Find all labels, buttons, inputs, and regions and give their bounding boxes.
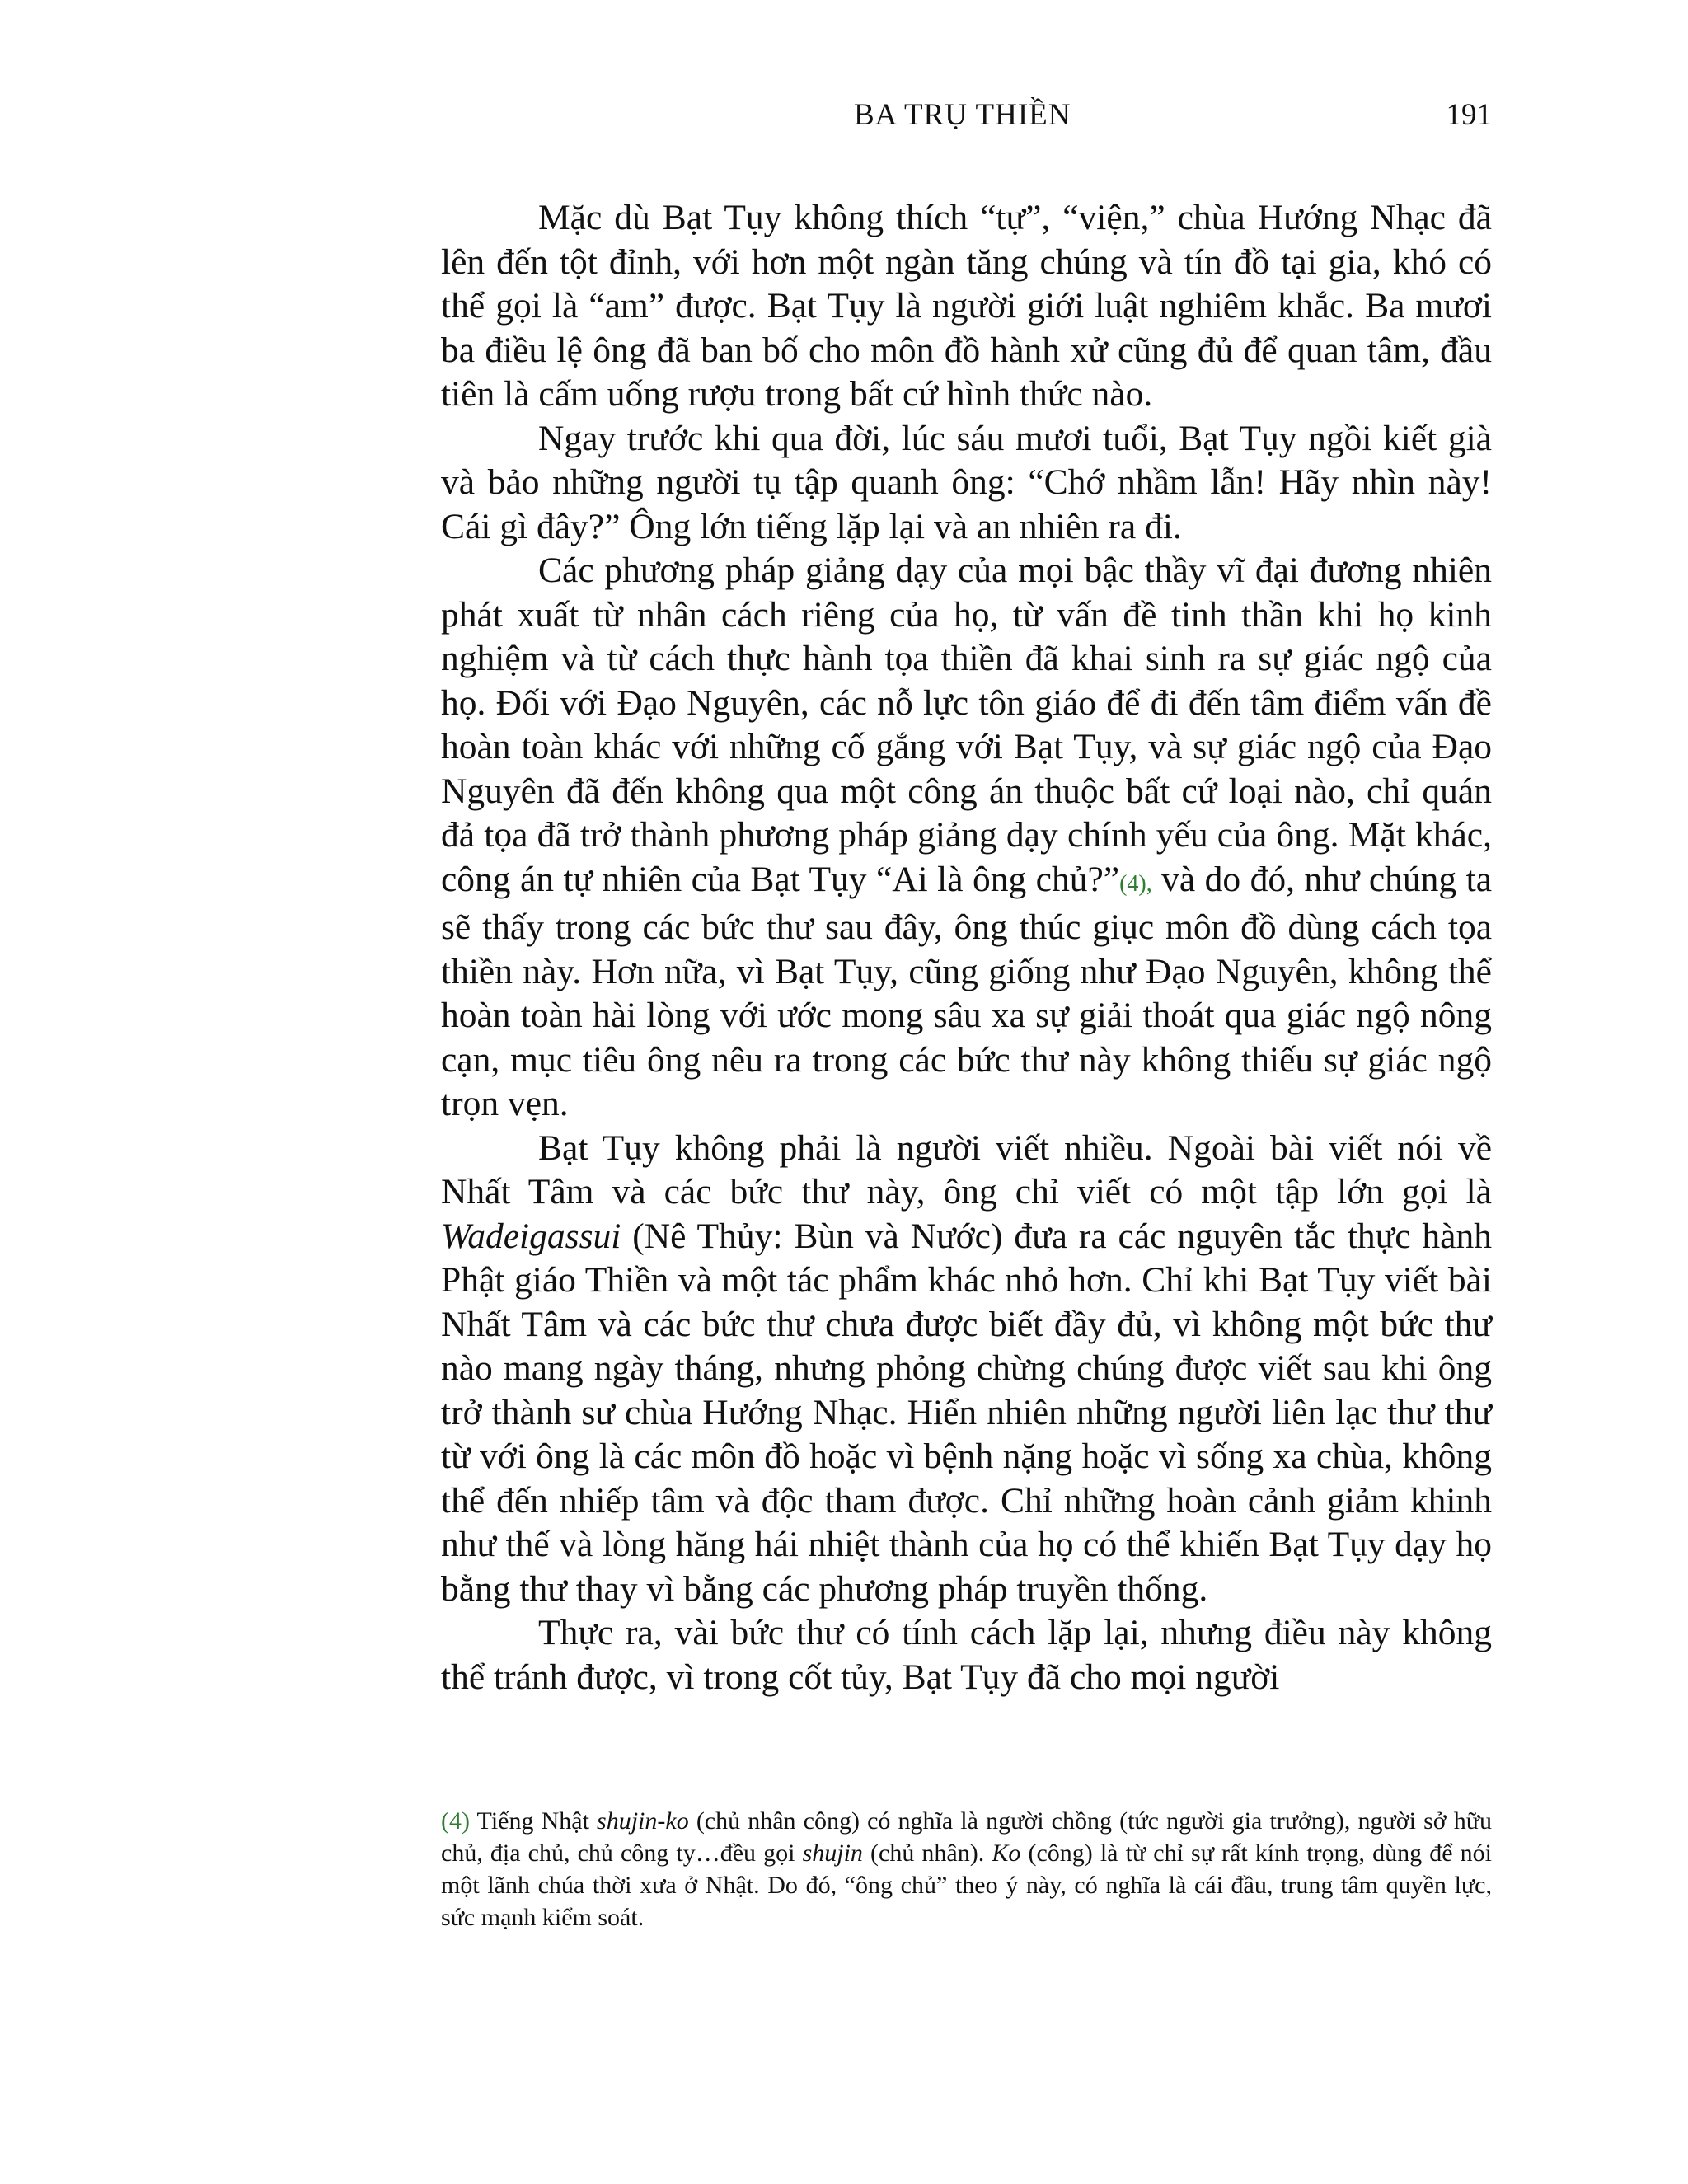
paragraph-3 bbox=[441, 549, 1492, 1127]
page-number: 191 bbox=[1446, 98, 1492, 132]
book-title: Wadeigassui bbox=[441, 1216, 621, 1256]
footnote-text-3: (chủ nhân). bbox=[862, 1840, 992, 1867]
footnote-term-3: Ko bbox=[992, 1840, 1021, 1867]
paragraph-1: Mặc dù Bạt Tụy không thích “tự”, “viện,” chùa Hướng Nhạc đã lên đến tột đỉnh, với hơn một ngàn tăng chúng và tín đồ tại gia, khó có thể gọi là “am” được. Bạt Tụy là người giới luật nghiêm khắc. Ba mươi ba điều lệ ông đã ban bố cho môn đồ hành xử cũng đủ để quan tâm, đầu tiên là cấm uống rượu trong bất cứ hình thức nào. bbox=[441, 198, 1492, 414]
paragraph-4 bbox=[441, 1127, 1492, 1612]
footnote-text-4: (công) là từ chỉ sự rất kính trọng, dùng để nói một lãnh chúa thời xưa ở Nhật. Do đó, “ông chủ” theo ý này, có nghĩa là cái đầu, trung tâm quyền lực, sức mạnh kiểm soát. bbox=[441, 1840, 1492, 1931]
paragraph-4-text-b: (Nê Thủy: Bùn và Nước) đưa ra các nguyên tắc thực hành Phật giáo Thiền và một tác phẩm khác nhỏ hơn. Chỉ khi Bạt Tụy viết bài Nhất Tâm và các bức thư chưa được biết đầy đủ, vì không một bức thư nào mang ngày tháng, nhưng phỏng chừng chúng được viết sau khi ông trở thành sư chùa Hướng Nhạc. Hiển nhiên những người liên lạc thư thư từ với ông là các môn đồ hoặc vì bệnh nặng hoặc vì sống xa chùa, không thể đến nhiếp tâm và độc tham được. Chỉ những hoàn cảnh giảm khinh như thế và lòng hăng hái nhiệt thành của họ có thể khiến Bạt Tụy dạy họ bằng thư thay vì bằng các phương pháp truyền thống. bbox=[441, 1216, 1492, 1609]
footnote-mark: (4) bbox=[441, 1807, 470, 1835]
running-head: BA TRỤ THIỀN bbox=[854, 98, 1071, 132]
paragraph-3-text-b: và do đó, như chúng ta sẽ thấy trong các bức thư sau đây, ông thúc giục môn đồ dùng cách tọa thiền này. Hơn nữa, vì Bạt Tụy, cũng giống như Đạo Nguyên, không thể hoàn toàn hài lòng với ước mong sâu xa sự giải thoát qua giác ngộ nông cạn, mục tiêu ông nêu ra trong các bức thư này không thiếu sự giác ngộ trọn vẹn. bbox=[441, 859, 1492, 1123]
footnote-term-1: shujin-ko bbox=[597, 1807, 689, 1835]
footnote-term-2: shujin bbox=[802, 1840, 863, 1867]
footnote-text-1: Tiếng Nhật bbox=[469, 1807, 598, 1835]
paragraph-3-text-a: Các phương pháp giảng dạy của mọi bậc thầy vĩ đại đương nhiên phát xuất từ nhân cách riêng của họ, từ vấn đề tinh thần khi họ kinh nghiệm và từ cách thực hành tọa thiền đã khai sinh ra sự giác ngộ của họ. Đối với Đạo Nguyên, các nỗ lực tôn giáo để đi đến tâm điểm vấn đề hoàn toàn khác với những cố gắng với Bạt Tụy, và sự giác ngộ của Đạo Nguyên đã đến không qua một công án thuộc bất cứ loại nào, chỉ quán đả tọa đã trở thành phương pháp giảng dạy chính yếu của ông. Mặt khác, công án tự nhiên của Bạt Tụy “Ai là ông chủ?” bbox=[441, 551, 1492, 899]
body-text bbox=[441, 196, 1492, 1699]
footnote bbox=[441, 1805, 1492, 1933]
paragraph-5: Thực ra, vài bức thư có tính cách lặp lại, nhưng điều này không thể tránh được, vì trong cốt tủy, Bạt Tụy đã cho mọi người bbox=[441, 1613, 1492, 1697]
paragraph-4-text-a: Bạt Tụy không phải là người viết nhiều. Ngoài bài viết nói về Nhất Tâm và các bức thư này, ông chỉ viết có một tập lớn gọi là bbox=[441, 1127, 1492, 1212]
footnote-reference[interactable]: (4), bbox=[1119, 870, 1152, 897]
footnote-text-2: (chủ nhân công) có nghĩa là người chồng (tức người gia trưởng), người sở hữu chủ, địa chủ, chủ công ty…đều gọi bbox=[441, 1807, 1492, 1867]
paragraph-2: Ngay trước khi qua đời, lúc sáu mươi tuổi, Bạt Tụy ngồi kiết già và bảo những người tụ tập quanh ông: “Chớ nhầm lẫn! Hãy nhìn này! Cái gì đây?” Ông lớn tiếng lặp lại và an nhiên ra đi. bbox=[441, 418, 1492, 546]
